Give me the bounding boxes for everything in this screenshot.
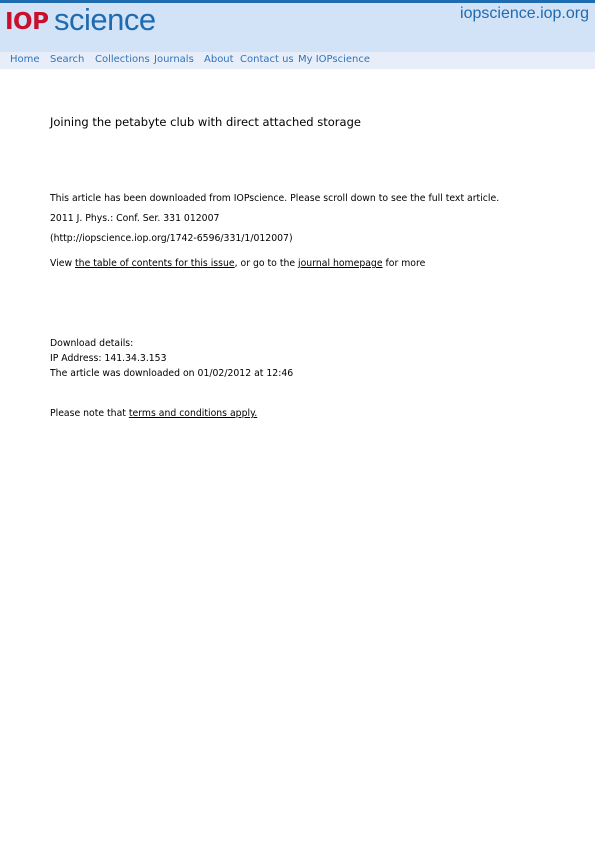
terms-line (50, 408, 257, 419)
view-links-line (50, 258, 425, 269)
nav-my-iopscience[interactable]: My IOPscience (298, 54, 371, 65)
ip-address: IP Address: 141.34.3.153 (50, 353, 167, 364)
logo-science-text: science (54, 2, 156, 37)
journal-homepage-link[interactable]: journal homepage (298, 258, 383, 269)
view-suffix: for more (382, 258, 426, 269)
logo-iop-text: IOP (5, 9, 49, 35)
nav-search[interactable]: Search (50, 54, 85, 65)
nav-journals[interactable]: Journals (154, 54, 194, 65)
nav-home[interactable]: Home (10, 54, 40, 65)
article-citation: 2011 J. Phys.: Conf. Ser. 331 012007 (50, 213, 220, 224)
main-nav (0, 52, 595, 69)
article-title: Joining the petabyte club with direct attached storage (50, 115, 361, 129)
view-middle: , or go to the (234, 258, 299, 269)
site-header (0, 3, 595, 52)
toc-link[interactable]: the table of contents for this issue (75, 258, 235, 269)
terms-prefix: Please note that (50, 408, 129, 419)
download-notice: This article has been downloaded from IOPscience. Please scroll down to see the full text article. (50, 193, 500, 204)
download-details-heading: Download details: (50, 338, 134, 349)
nav-collections[interactable]: Collections (95, 54, 150, 65)
terms-link[interactable]: terms and conditions apply. (128, 408, 258, 419)
site-url-link[interactable]: iopscience.iop.org (460, 5, 589, 22)
view-prefix: View (50, 258, 76, 269)
download-date: The article was downloaded on 01/02/2012 at 12:46 (50, 368, 294, 379)
nav-contact-us[interactable]: Contact us (240, 54, 294, 65)
article-url: (http://iopscience.iop.org/1742-6596/331/1/012007) (50, 233, 293, 244)
nav-about[interactable]: About (204, 54, 234, 65)
